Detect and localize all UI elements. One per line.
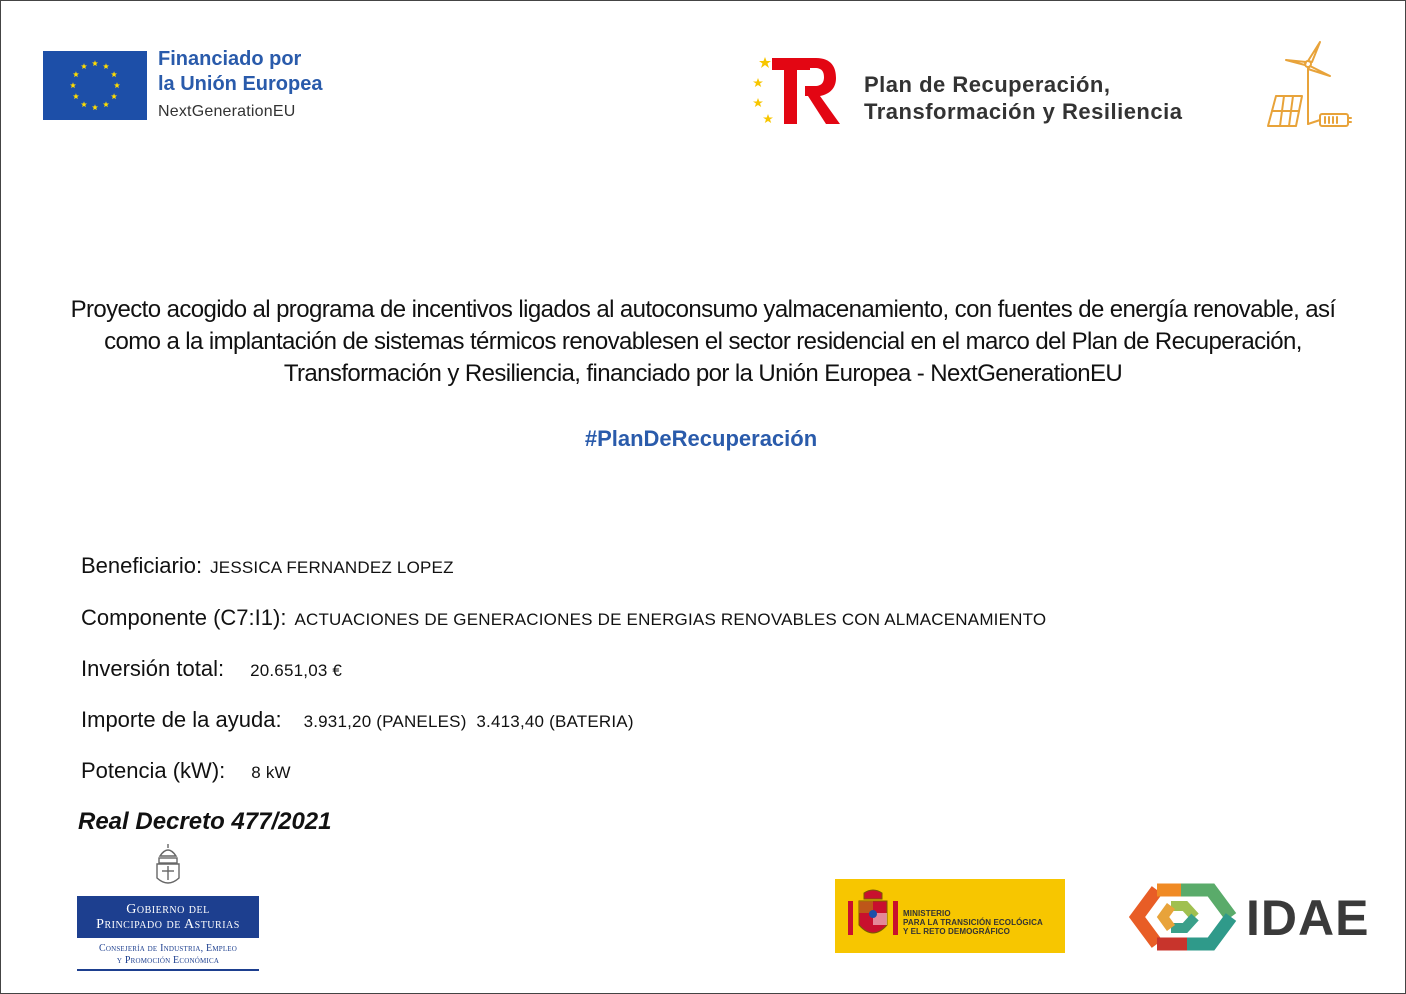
field-importe bbox=[81, 707, 634, 733]
project-description bbox=[70, 294, 1336, 390]
componente-value: ACTUACIONES DE GENERACIONES DE ENERGIAS RENOVABLES CON ALMACENAMIENTO bbox=[294, 610, 1047, 629]
renewable-energy-icon bbox=[1258, 38, 1354, 132]
asturias-line-1: Gobierno del bbox=[126, 902, 210, 917]
importe-label: Importe de la ayuda: bbox=[81, 707, 282, 732]
asturias-government-logo bbox=[77, 896, 259, 938]
eu-flag-icon bbox=[43, 51, 147, 120]
field-componente bbox=[81, 605, 1046, 631]
componente-label: Componente (C7:I1): bbox=[81, 605, 287, 630]
hashtag: #PlanDeRecuperación bbox=[584, 426, 818, 451]
inversion-value: 20.651,03 € bbox=[250, 661, 343, 680]
asturias-sub-2: y Promoción Económica bbox=[116, 955, 220, 966]
potencia-label: Potencia (kW): bbox=[81, 758, 226, 783]
potencia-value: 8 kW bbox=[251, 763, 291, 782]
ministerio-line-1: MINISTERIO bbox=[903, 909, 951, 918]
field-inversion bbox=[81, 656, 342, 682]
asturias-department bbox=[77, 943, 259, 971]
ministerio-logo bbox=[835, 879, 1065, 953]
prtr-logo-icon bbox=[750, 52, 842, 128]
project-description-text: acogido al programa de incentivos ligados al autoconsumo yalmacenamiento, con fuentes de energía renovable, así como a la implantación de sistemas térmicos renovablesen el sector residencial en el marco del Plan de Recuperación, Transformación y Resiliencia, financiado por la Unión Europea - NextGenerationEU bbox=[104, 296, 1336, 387]
decree-reference: Real Decreto 477/2021 bbox=[78, 808, 332, 835]
eu-line-2: la Unión Europea bbox=[158, 73, 323, 95]
idae-logo-text: IDAE bbox=[1246, 890, 1370, 946]
project-lead-word: Proyecto bbox=[70, 296, 161, 323]
ministerio-text bbox=[903, 909, 1043, 936]
inversion-label: Inversión total: bbox=[81, 656, 225, 681]
ministerio-line-2: PARA LA TRANSICIÓN ECOLÓGICA bbox=[903, 918, 1043, 927]
field-potencia bbox=[81, 758, 291, 784]
prtr-line-1: Plan de Recuperación, bbox=[864, 72, 1111, 97]
prtr-logo-text bbox=[864, 71, 1182, 125]
eu-line-3: NextGenerationEU bbox=[158, 103, 296, 120]
eu-line-1: Financiado por bbox=[158, 48, 302, 70]
beneficiario-value: JESSICA FERNANDEZ LOPEZ bbox=[210, 558, 454, 577]
asturias-line-2: Principado de Asturias bbox=[96, 917, 240, 932]
importe-value: 3.931,20 (PANELES) 3.413,40 (BATERIA) bbox=[303, 712, 634, 731]
spain-coat-of-arms-icon bbox=[844, 887, 902, 945]
prtr-line-2: Transformación y Resiliencia bbox=[864, 99, 1183, 124]
idae-logo-icon bbox=[1129, 880, 1239, 954]
ministerio-line-3: Y EL RETO DEMOGRÁFICO bbox=[903, 927, 1011, 936]
eu-funding-logo-text bbox=[158, 47, 322, 121]
field-beneficiario bbox=[81, 553, 454, 579]
asturias-crest-icon bbox=[152, 842, 184, 888]
beneficiario-label: Beneficiario: bbox=[81, 553, 203, 578]
asturias-sub-1: Consejería de Industria, Empleo bbox=[98, 943, 238, 954]
